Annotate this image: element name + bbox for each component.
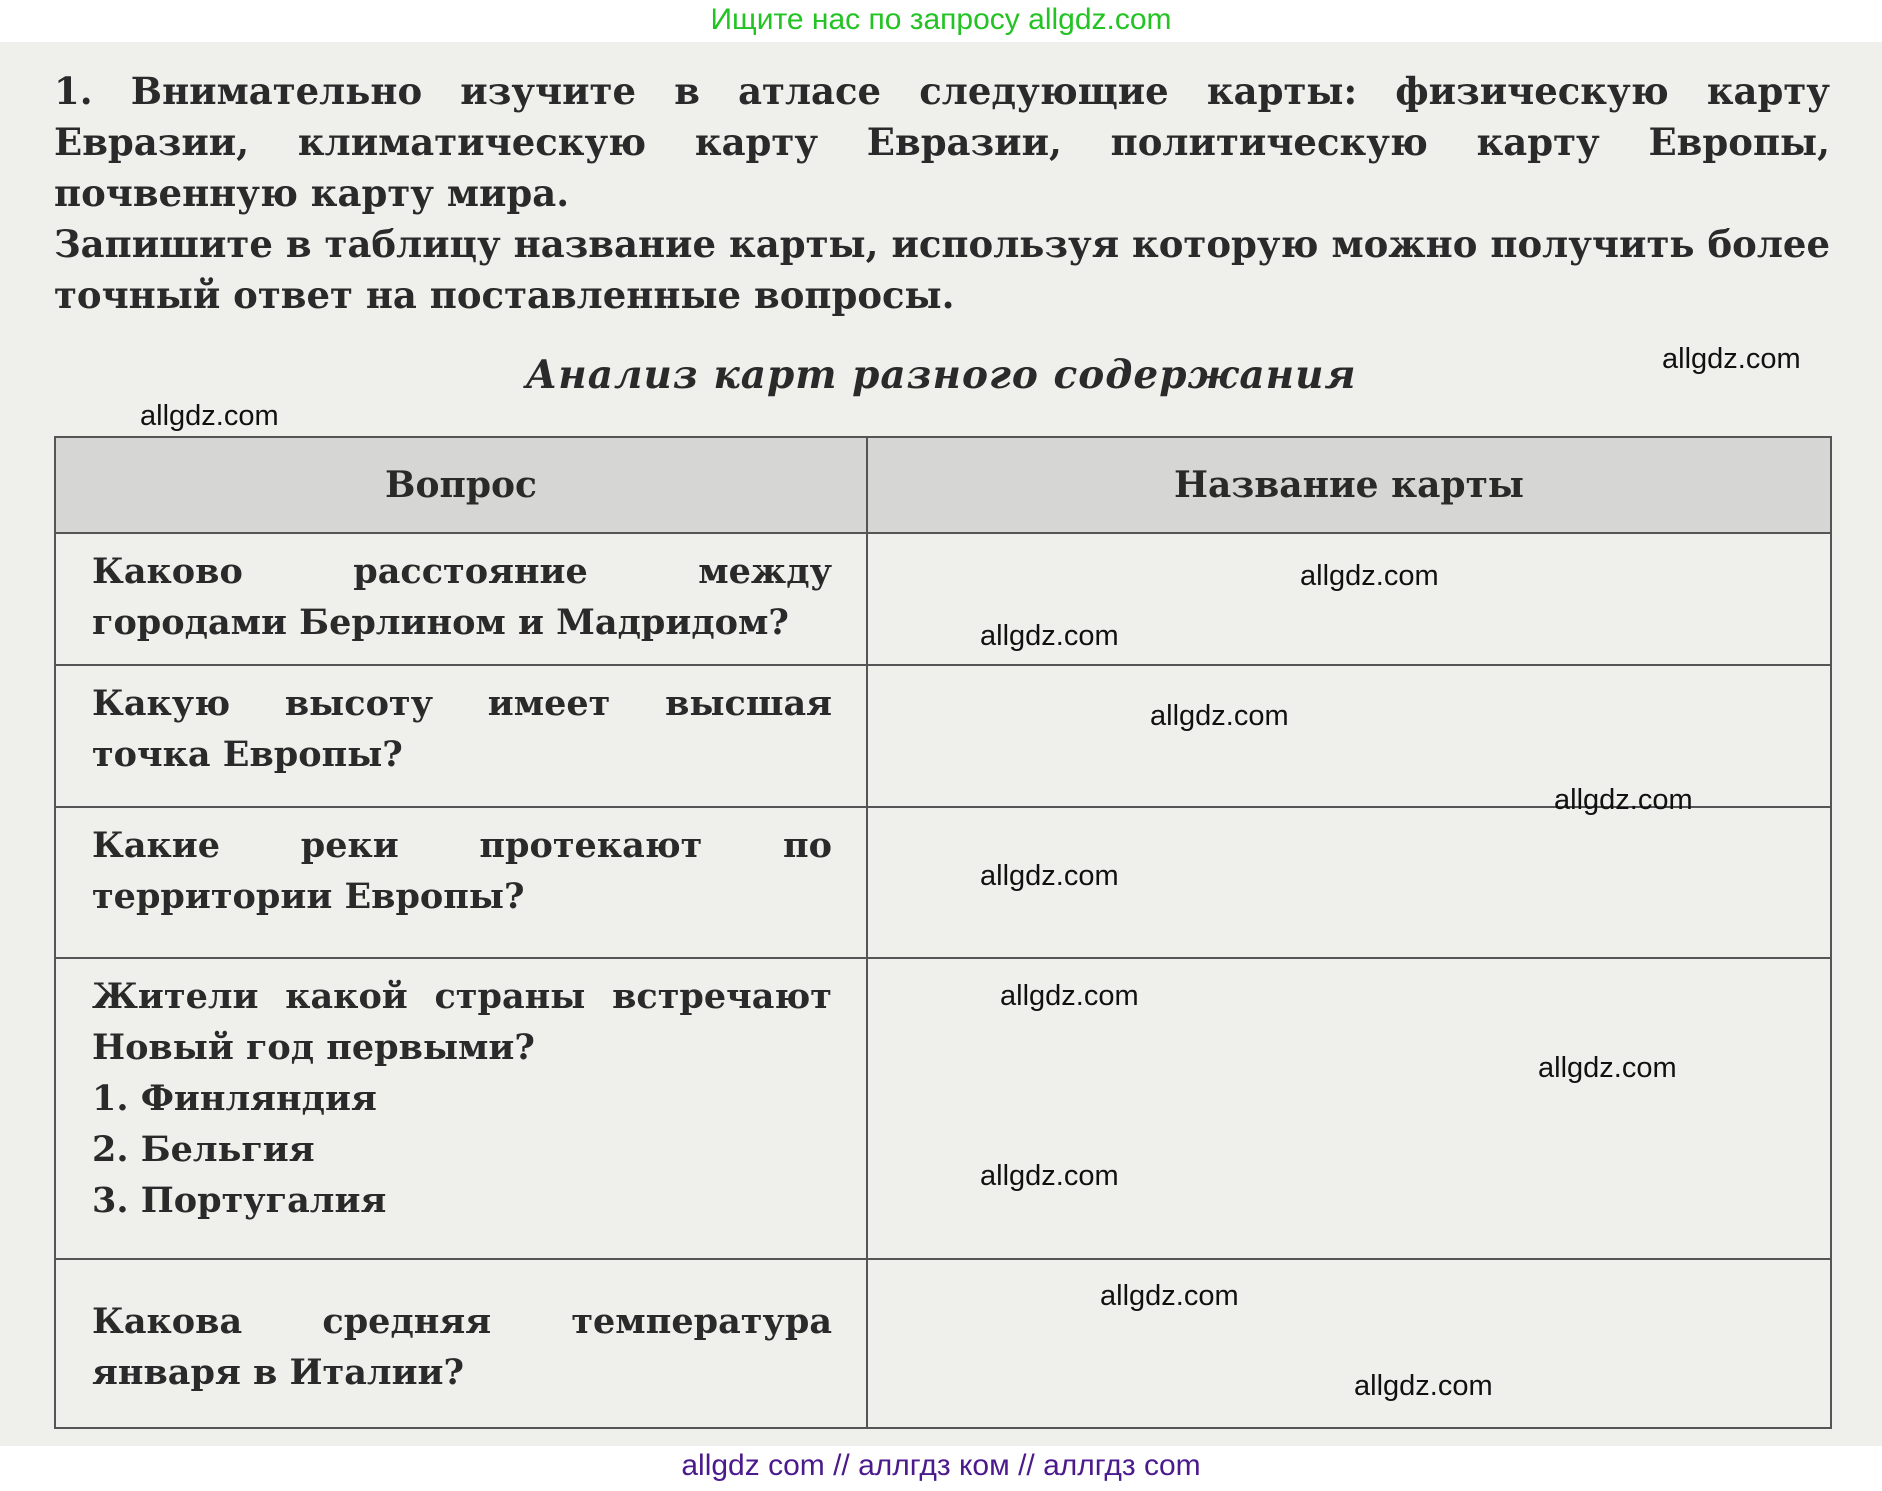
watermark: allgdz.com — [1554, 784, 1693, 816]
watermark: allgdz.com — [1300, 560, 1439, 592]
option-2: 2. Бельгия — [92, 1129, 315, 1170]
watermark: allgdz.com — [980, 1160, 1119, 1192]
watermark: allgdz.com — [1538, 1052, 1677, 1084]
answer-cell[interactable] — [867, 1259, 1831, 1428]
table-header-row — [55, 437, 1831, 533]
question-cell: Какие реки протекают по территории Европы? — [55, 807, 867, 958]
watermark: allgdz.com — [1000, 980, 1139, 1012]
watermark: allgdz.com — [1150, 700, 1289, 732]
search-hint-banner: Ищите нас по запросу allgdz.com — [710, 3, 1172, 36]
header-map-name: Название карты — [867, 437, 1831, 533]
table-title: Анализ карт разного содержания — [525, 352, 1357, 398]
table-row — [55, 807, 1831, 958]
question-cell — [55, 958, 867, 1259]
watermark: allgdz.com — [1662, 343, 1801, 375]
bottom-watermark-banner: allgdz com // аллгдз ком // аллгдз com — [681, 1449, 1201, 1482]
question-cell: Какую высоту имеет высшая точка Европы? — [55, 665, 867, 807]
table-row — [55, 533, 1831, 665]
table-row — [55, 1259, 1831, 1428]
watermark: allgdz.com — [140, 400, 279, 432]
option-3: 3. Португалия — [92, 1180, 387, 1221]
watermark: allgdz.com — [980, 860, 1119, 892]
option-1: 1. Финляндия — [92, 1078, 377, 1119]
question-text: Жители какой страны встречают Новый год первыми? — [92, 976, 832, 1068]
question-cell: Каково расстояние между городами Берлином и Мадридом? — [55, 533, 867, 665]
watermark: allgdz.com — [1354, 1370, 1493, 1402]
table-row — [55, 958, 1831, 1259]
header-question: Вопрос — [55, 437, 867, 533]
watermark: allgdz.com — [980, 620, 1119, 652]
task-paragraph-2: Запишите в таблицу название карты, используя которую можно получить более точный ответ на поставленные вопросы. — [54, 222, 1830, 317]
watermark: allgdz.com — [1100, 1280, 1239, 1312]
maps-analysis-table — [54, 436, 1832, 1429]
question-cell: Какова средняя температура января в Италии? — [55, 1259, 867, 1428]
task-paragraph-1: 1. Внимательно изучите в атласе следующие карты: физическую карту Евразии, климатическую карту Евразии, политическую карту Европы, почвенную карту мира. — [54, 69, 1830, 215]
